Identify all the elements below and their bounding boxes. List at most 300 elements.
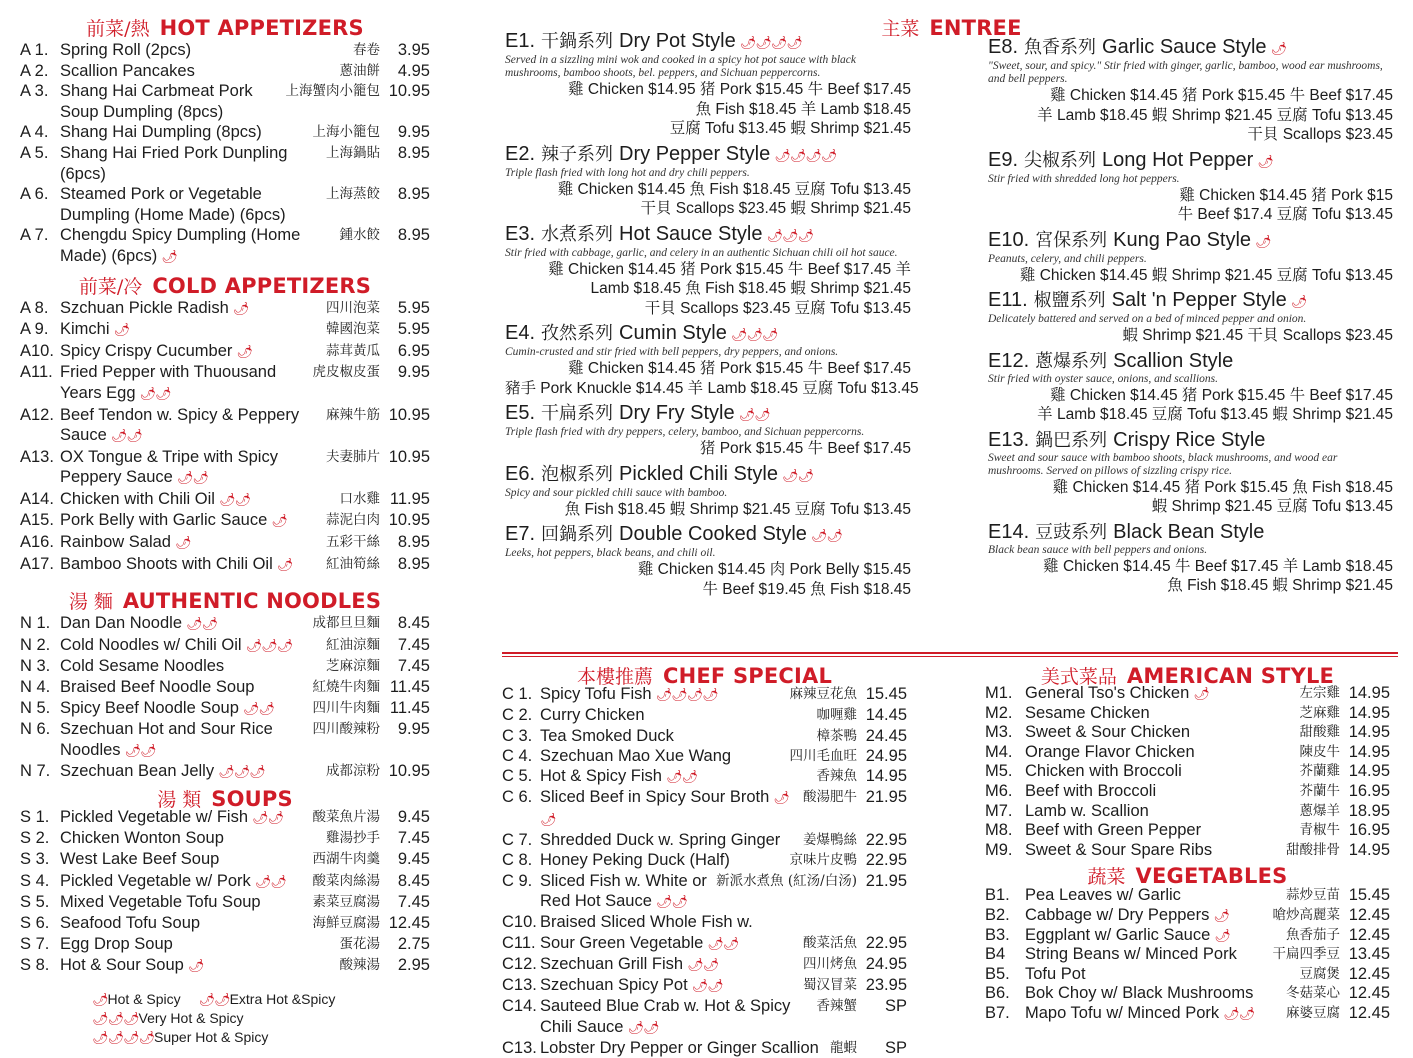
item-price: 10.95 xyxy=(388,447,430,466)
item-name-text: Pickled Vegetable w/ Pork xyxy=(60,871,251,890)
item-name xyxy=(60,225,336,267)
chili-icon: 🌶 xyxy=(113,322,130,338)
item-chinese-name: 紅燒牛肉麵 xyxy=(312,679,380,696)
item-name xyxy=(60,719,309,761)
item-name-text: Spicy Beef Noodle Soup xyxy=(60,698,239,717)
item-price: 14.95 xyxy=(1348,684,1390,702)
item-name xyxy=(60,913,309,934)
item-name xyxy=(60,635,322,657)
item-code: S 6. xyxy=(20,914,50,933)
item-code: M7. xyxy=(985,801,1013,820)
menu-item-row xyxy=(502,1038,907,1058)
noodles-title: 湯 麵 AUTHENTIC NOODLES xyxy=(68,589,382,614)
item-chinese-name: 紅油筍絲 xyxy=(326,555,380,572)
item-chinese-name: 青椒牛 xyxy=(1299,822,1340,839)
chili-icon: 🌶🌶 xyxy=(198,992,230,1007)
item-name-text: Beef with Broccoli xyxy=(1025,781,1157,800)
chili-icon: 🌶🌶🌶🌶 xyxy=(739,35,802,50)
menu-item-row xyxy=(20,955,430,976)
item-name-text: Mixed Vegetable Tofu Soup xyxy=(60,892,261,911)
item-code: S 8. xyxy=(20,956,50,975)
entree-name: Hot Sauce Style xyxy=(619,222,763,245)
item-chinese-name: 蒜炒豆苗 xyxy=(1286,887,1340,904)
item-price: 8.45 xyxy=(397,614,430,633)
menu-item-row xyxy=(20,510,430,532)
menu-item-row xyxy=(20,362,430,404)
hot-appetizers-list xyxy=(20,40,430,268)
item-code: S 2. xyxy=(20,829,50,848)
american-list xyxy=(985,684,1390,860)
entree-price-line: 魚 Fish $18.45 蝦 Shrimp $21.45 xyxy=(1167,577,1393,594)
item-name-text: Shang Hai Dumpling (8pcs) xyxy=(60,123,262,142)
item-price: 7.45 xyxy=(397,892,430,911)
menu-item-row xyxy=(985,965,1390,985)
item-name xyxy=(1025,704,1296,724)
entree-price-line: 雞 Chicken $14.45 猪 Pork $15.45 牛 Beef $17.45 xyxy=(568,360,911,377)
chili-icon: 🌶🌶 xyxy=(176,470,208,486)
item-name xyxy=(60,319,322,341)
item-name xyxy=(540,1038,826,1058)
entree-chinese-name: 泡椒系列 xyxy=(541,463,614,485)
soups-list xyxy=(20,807,430,977)
entree-code: E12. xyxy=(988,349,1030,372)
item-name-text: Sweet & Sour Spare Ribs xyxy=(1025,840,1213,859)
chili-icon: 🌶 xyxy=(271,513,287,529)
menu-item-row xyxy=(985,841,1390,861)
entree-price-line: 雞 Chicken $14.45 魚 Fish $18.45 豆腐 Tofu $13.45 xyxy=(557,180,911,198)
menu-item-row xyxy=(985,743,1390,763)
menu-item-row xyxy=(502,684,907,705)
entree-name: Dry Fry Style xyxy=(619,402,735,424)
item-code: M2. xyxy=(985,703,1013,722)
item-chinese-name: 左宗雞 xyxy=(1299,685,1340,701)
item-price: 8.95 xyxy=(397,143,430,162)
item-name xyxy=(60,828,322,849)
entree-description: Delicately battered and served on a bed of minced pepper and onion. xyxy=(988,313,1307,325)
item-name-text: Szechuan Hot and Sour Rice Noodles xyxy=(60,720,273,759)
item-chinese-name: 酸辣湯 xyxy=(339,957,380,974)
chili-icon: 🌶🌶 xyxy=(242,700,274,716)
spice-legend xyxy=(88,990,388,1047)
chili-icon: 🌶🌶 xyxy=(254,873,286,889)
item-name xyxy=(1025,886,1282,906)
entree-description: Black bean sauce with bell peppers and onions. xyxy=(988,543,1208,556)
item-name-text: Beef Tendon w. Spicy & Peppery Sauce xyxy=(60,405,300,445)
item-name xyxy=(1025,965,1296,985)
item-price: 22.95 xyxy=(865,851,907,870)
entree-item xyxy=(988,429,1393,517)
entree-code: E3. xyxy=(505,222,536,245)
entree-price-line: 魚 Fish $18.45 羊 Lamb $18.45 xyxy=(695,100,911,118)
item-code: A17. xyxy=(20,554,54,573)
item-code: B2. xyxy=(985,905,1010,924)
item-code: B1. xyxy=(985,886,1010,905)
item-name xyxy=(540,933,799,954)
legend-very: 🌶🌶🌶Very Hot & Spicy xyxy=(92,1010,244,1026)
menu-item-row xyxy=(20,319,430,341)
item-chinese-name: 西湖牛肉羹 xyxy=(312,851,380,868)
entree-price-line: 雞 Chicken $14.45 猪 Pork $15 xyxy=(1179,186,1393,204)
entree-name: Black Bean Style xyxy=(1113,520,1265,543)
entree-price-line: 牛 Beef $17.4 豆腐 Tofu $13.45 xyxy=(1177,206,1393,223)
item-chinese-name: 蛋花湯 xyxy=(339,936,380,953)
item-price: 24.45 xyxy=(865,726,907,745)
item-chinese-name: 姜爆鴨絲 xyxy=(803,832,857,849)
item-name xyxy=(540,871,712,913)
item-code: M3. xyxy=(985,723,1013,742)
item-price: 18.95 xyxy=(1348,801,1390,820)
entree-item xyxy=(988,36,1393,145)
item-name xyxy=(60,341,322,363)
entree-chinese-name: 孜然系列 xyxy=(541,323,614,344)
menu-item-row xyxy=(20,613,430,635)
item-name-text: Bamboo Shoots with Chili Oil xyxy=(60,554,273,573)
item-price: 22.95 xyxy=(865,831,907,850)
entree-price-line: 雞 Chicken $14.45 肉 Pork Belly $15.45 xyxy=(637,561,911,578)
item-chinese-name: 豆腐煲 xyxy=(1299,965,1340,982)
item-chinese-name: 海鮮豆腐湯 xyxy=(312,915,380,932)
item-name-text: Pickled Vegetable w/ Fish xyxy=(60,808,249,826)
entree-price-line: 雞 Chicken $14.45 牛 Beef $17.45 羊 Lamb $18.45 xyxy=(1043,557,1393,575)
item-name xyxy=(60,677,309,698)
entree-description: Triple flash fried with dry peppers, celery, bamboo, and Sichuan peppercorns. xyxy=(505,426,865,438)
item-code: S 3. xyxy=(20,850,50,869)
entree-code: E5. xyxy=(505,402,536,424)
item-name xyxy=(60,554,322,576)
item-code: N 1. xyxy=(20,614,51,633)
menu-item-row xyxy=(502,933,907,954)
american-title: 美式菜品 AMERICAN STYLE xyxy=(1040,664,1335,688)
chili-icon: 🌶 xyxy=(175,535,191,551)
item-price: 14.95 xyxy=(1348,723,1390,742)
item-price: 14.95 xyxy=(1348,840,1390,859)
item-price: 14.95 xyxy=(1348,703,1390,722)
item-name-text: Kimchi xyxy=(60,320,110,339)
entree-description: "Sweet, sour, and spicy." Stir fried with ginger, garlic, bamboo, wood ear mushrooms, and bell peppers. xyxy=(988,60,1383,85)
item-code: N 2. xyxy=(20,635,51,654)
entree-item xyxy=(505,223,911,319)
item-price: 12.45 xyxy=(388,914,430,933)
entree-description: Served in a sizzling mini wok and cooked in a spicy hot pot sauce with black mushrooms, bamboo shoots, bel. peppers, and Sichuan peppercorns. xyxy=(505,54,857,79)
item-name-text: Sesame Chicken xyxy=(1025,703,1150,722)
item-name-text: Szechuan Spicy Pot xyxy=(540,976,688,995)
menu-item-row xyxy=(20,143,430,184)
item-code: B7. xyxy=(985,1003,1010,1022)
item-code: B4 xyxy=(985,945,1006,964)
item-price: 5.95 xyxy=(397,298,430,317)
item-name xyxy=(60,298,322,320)
item-name-text: Shredded Duck w. Spring Ginger xyxy=(540,831,781,850)
menu-item-row xyxy=(985,906,1390,926)
menu-item-row xyxy=(985,802,1390,822)
item-price: 21.95 xyxy=(865,871,907,890)
menu-item-row xyxy=(20,405,430,447)
entree-item xyxy=(505,322,919,398)
entree-name: Garlic Sauce Style xyxy=(1102,36,1267,58)
item-code: A 6. xyxy=(20,185,49,204)
item-code: S 1. xyxy=(20,808,50,826)
chili-icon: 🌶 xyxy=(1255,233,1271,249)
item-code: N 4. xyxy=(20,678,51,697)
item-name-text: Tea Smoked Duck xyxy=(540,726,674,745)
item-price: 4.95 xyxy=(397,61,430,80)
entree-heading xyxy=(988,229,1393,253)
item-name-text: Szechuan Bean Jelly xyxy=(60,762,215,781)
item-chinese-name: 成都旦旦麵 xyxy=(312,615,380,632)
item-chinese-name: 酸菜肉絲湯 xyxy=(312,872,380,889)
entree-chinese-name: 回鍋系列 xyxy=(541,524,614,545)
entree-heading xyxy=(505,143,911,167)
item-chinese-name: 虎皮椒皮蛋 xyxy=(312,364,380,381)
legend-extra: 🌶🌶Extra Hot &Spicy xyxy=(198,991,336,1007)
entree-heading xyxy=(988,289,1393,313)
menu-item-row xyxy=(985,684,1390,704)
item-name xyxy=(60,81,282,122)
item-name-text: Cold Sesame Noodles xyxy=(60,657,225,676)
item-code: A 1. xyxy=(20,41,49,59)
item-name-text: General Tso's Chicken xyxy=(1025,684,1190,702)
chili-icon: 🌶🌶 xyxy=(1223,1005,1255,1021)
chili-icon: 🌶🌶🌶🌶 xyxy=(774,147,837,163)
entree-code: E6. xyxy=(505,462,536,485)
item-price: 6.95 xyxy=(397,341,430,360)
entree-title: 主菜 ENTREE xyxy=(881,16,1022,40)
item-chinese-name: 夫妻肺片 xyxy=(326,448,380,465)
item-code: A 2. xyxy=(20,61,49,80)
chili-icon: 🌶🌶 xyxy=(110,428,142,444)
item-price: 5.95 xyxy=(397,320,430,339)
entree-chinese-name: 豆豉系列 xyxy=(1035,521,1108,543)
item-code: M6. xyxy=(985,781,1013,800)
item-chinese-name: 甜酸雞 xyxy=(1299,724,1340,741)
entree-price-line: Lamb $18.45 魚 Fish $18.45 蝦 Shrimp $21.45 xyxy=(590,280,911,297)
item-name xyxy=(1025,926,1282,946)
item-name-text: Fried Pepper with Thuousand Years Egg xyxy=(60,363,277,402)
item-price: 12.45 xyxy=(1348,905,1390,924)
chili-icon: 🌶 xyxy=(187,958,204,974)
entree-item xyxy=(988,289,1393,346)
item-price: 12.45 xyxy=(1348,1003,1390,1022)
item-name xyxy=(60,510,322,532)
entree-code: E8. xyxy=(988,36,1019,58)
item-price: 24.95 xyxy=(865,746,907,765)
item-chinese-name: 四川酸辣粉 xyxy=(312,721,380,738)
item-chinese-name: 魚香茄子 xyxy=(1286,926,1340,943)
item-code: S 5. xyxy=(20,892,50,911)
item-price: 11.45 xyxy=(389,678,430,697)
item-chinese-name: 春卷 xyxy=(353,42,380,58)
item-name-text: Cold Noodles w/ Chili Oil xyxy=(60,635,242,654)
menu-item-row xyxy=(502,850,907,870)
item-price: 2.75 xyxy=(397,935,430,954)
entree-price-line: 雞 Chicken $14.45 蝦 Shrimp $21.45 豆腐 Tofu $13.45 xyxy=(1019,266,1393,284)
item-name-text: Sliced Beef in Spicy Sour Broth xyxy=(540,788,770,807)
item-name-text: Pea Leaves w/ Garlic xyxy=(1025,886,1181,905)
item-price: 8.95 xyxy=(397,554,430,573)
item-name xyxy=(1025,984,1282,1004)
item-price: 24.95 xyxy=(865,954,907,973)
item-price: 10.95 xyxy=(388,82,430,101)
item-name-text: Sour Green Vegetable xyxy=(540,933,704,952)
entree-price-line: 蝦 Shrimp $21.45 干貝 Scallops $23.45 xyxy=(1122,327,1393,344)
menu-item-row xyxy=(985,782,1390,802)
chili-icon: 🌶🌶 xyxy=(687,956,719,972)
menu-item-row xyxy=(20,677,430,698)
vegetables-list xyxy=(985,886,1390,1023)
item-code: C13. xyxy=(502,1039,537,1058)
item-chinese-name: 嗆炒高麗菜 xyxy=(1272,906,1340,923)
item-name xyxy=(60,698,309,720)
entree-name: Long Hot Pepper xyxy=(1102,148,1254,171)
item-chinese-name: 成都涼粉 xyxy=(326,763,380,780)
menu-item-row xyxy=(20,913,430,934)
item-name-text: Beef with Green Pepper xyxy=(1025,821,1202,840)
chili-icon: 🌶🌶🌶 xyxy=(245,637,293,653)
item-name xyxy=(540,705,813,725)
item-name-text: Curry Chicken xyxy=(540,706,645,725)
chef-special-section xyxy=(502,662,907,1058)
item-name xyxy=(60,447,322,489)
item-price: 16.95 xyxy=(1348,781,1390,800)
chili-icon: 🌶🌶🌶 xyxy=(218,764,265,780)
entree-price-line: 蝦 Shrimp $21.45 豆腐 Tofu $13.45 xyxy=(1151,498,1393,515)
menu-item-row xyxy=(20,807,430,828)
item-chinese-name: 芥蘭牛 xyxy=(1299,782,1340,799)
item-chinese-name: 芝麻涼麵 xyxy=(326,658,380,675)
item-name-text: Szechuan Mao Xue Wang xyxy=(540,746,732,765)
item-name-text: Szechuan Grill Fish xyxy=(540,954,684,973)
entree-description: Leeks, hot peppers, black beans, and chili oil. xyxy=(505,547,716,559)
item-name-text: OX Tongue & Tripe with Spicy Peppery Sauce xyxy=(60,447,278,487)
menu-item-row xyxy=(20,225,430,267)
chili-icon: 🌶🌶 xyxy=(186,616,218,632)
item-price: SP xyxy=(884,1039,907,1058)
chili-icon: 🌶 xyxy=(236,343,252,359)
menu-item-row xyxy=(985,926,1390,946)
item-chinese-name: 樟茶鴨 xyxy=(816,727,857,744)
item-name-text: Lamb w. Scallion xyxy=(1025,801,1149,820)
item-name-text: Szchuan Pickle Radish xyxy=(60,298,229,317)
item-price: 14.95 xyxy=(865,767,907,786)
hot-appetizers-title: 前菜/熱 HOT APPETIZERS xyxy=(86,16,364,40)
chili-icon: 🌶🌶 xyxy=(139,385,171,401)
item-price: 7.45 xyxy=(397,657,430,676)
chili-icon: 🌶🌶🌶 xyxy=(766,227,813,243)
item-name-text: Eggplant w/ Garlic Sauce xyxy=(1025,925,1211,944)
item-name-text: Shang Hai Fried Pork Dunpling (6pcs) xyxy=(60,143,288,183)
item-code: B5. xyxy=(985,964,1010,983)
item-chinese-name: 咖喱雞 xyxy=(816,707,857,724)
item-code: A11. xyxy=(20,363,53,382)
item-price: 9.95 xyxy=(397,123,430,142)
item-chinese-name: 麻辣牛筋 xyxy=(326,406,380,423)
chili-icon: 🌶🌶 xyxy=(218,491,250,507)
entree-code: E10. xyxy=(988,228,1030,251)
item-name xyxy=(60,122,309,143)
item-name xyxy=(540,830,799,850)
item-chinese-name: 麻辣豆花魚 xyxy=(789,686,857,702)
item-chinese-name: 酸菜魚片湯 xyxy=(312,809,380,825)
item-code: N 7. xyxy=(20,762,51,781)
menu-item-row xyxy=(502,912,907,932)
item-code: A10. xyxy=(20,341,54,360)
item-name-text: Cabbage w/ Dry Peppers xyxy=(1025,905,1210,924)
chili-icon: 🌶🌶🌶 xyxy=(730,327,778,342)
entree-name: Dry Pepper Style xyxy=(619,142,771,165)
item-chinese-name: 新派水煮魚 (紅汤/白汤) xyxy=(716,872,857,889)
item-name xyxy=(60,532,322,554)
menu-item-row xyxy=(20,871,430,892)
chili-icon: 🌶 xyxy=(92,992,108,1007)
menu-item-row xyxy=(985,886,1390,906)
item-name-text: Chicken Wonton Soup xyxy=(60,829,224,848)
item-code: C 2. xyxy=(502,706,533,725)
entree-chinese-name: 尖椒系列 xyxy=(1024,149,1097,171)
menu-item-row xyxy=(985,984,1390,1004)
item-chinese-name: 干扁四季豆 xyxy=(1272,946,1340,963)
menu-item-row xyxy=(20,719,430,761)
menu-item-row xyxy=(502,746,907,766)
item-chinese-name: 甜酸排骨 xyxy=(1286,841,1340,858)
item-name xyxy=(540,746,786,766)
item-name-text: West Lake Beef Soup xyxy=(60,850,220,869)
item-chinese-name: 蜀汉冒菜 xyxy=(803,977,857,994)
item-chinese-name: 蔥爆羊 xyxy=(1299,802,1340,819)
item-name xyxy=(60,61,336,82)
entree-price-line: 干貝 Scallops $23.45 xyxy=(1247,126,1393,143)
legend-super: 🌶🌶🌶🌶Super Hot & Spicy xyxy=(92,1029,269,1045)
item-name xyxy=(60,849,309,870)
item-price: 21.95 xyxy=(865,788,907,807)
item-chinese-name: 香辣蟹 xyxy=(816,998,857,1015)
entree-right-list xyxy=(988,36,1393,600)
item-code: A14. xyxy=(20,489,54,508)
item-name xyxy=(60,761,322,783)
item-code: C 4. xyxy=(502,746,533,765)
entree-price-line: 雞 Chicken $14.45 猪 Pork $15.45 牛 Beef $17.45 xyxy=(1050,386,1393,404)
item-code: A 8. xyxy=(20,298,49,317)
entree-chinese-name: 干扁系列 xyxy=(541,403,614,424)
item-code: A 7. xyxy=(20,226,49,245)
menu-item-row xyxy=(20,489,430,511)
entree-chinese-name: 干鍋系列 xyxy=(541,31,614,52)
section-divider xyxy=(502,652,1398,657)
chili-icon: 🌶 xyxy=(1213,907,1229,923)
item-price: 13.45 xyxy=(1348,945,1390,964)
menu-item-row xyxy=(20,532,430,554)
item-code: A 9. xyxy=(20,320,49,339)
menu-item-row xyxy=(20,447,430,489)
item-name-text: Dan Dan Noodle xyxy=(60,614,182,633)
entree-item xyxy=(988,149,1393,225)
item-name-text: Sauteed Blue Crab w. Hot & Spicy Chili Sauce xyxy=(540,997,791,1036)
item-price: 9.45 xyxy=(397,850,430,869)
item-name-text: Spring Roll (2pcs) xyxy=(60,41,192,59)
item-chinese-name: 陳皮牛 xyxy=(1299,743,1340,760)
item-code: A16. xyxy=(20,533,54,552)
item-name-text: Orange Flavor Chicken xyxy=(1025,742,1195,761)
menu-item-row xyxy=(20,184,430,225)
item-price: 2.95 xyxy=(397,956,430,975)
menu-item-row xyxy=(20,656,430,677)
menu-item-row xyxy=(20,828,430,849)
item-name xyxy=(60,362,309,404)
item-name-text: Bok Choy w/ Black Mushrooms xyxy=(1025,984,1254,1003)
item-code: C 5. xyxy=(502,767,533,786)
item-name xyxy=(540,684,786,705)
item-chinese-name: 酸湯肥牛 xyxy=(803,789,857,806)
entree-price-line: 干貝 Scallops $23.45 蝦 Shrimp $21.45 xyxy=(640,200,911,217)
